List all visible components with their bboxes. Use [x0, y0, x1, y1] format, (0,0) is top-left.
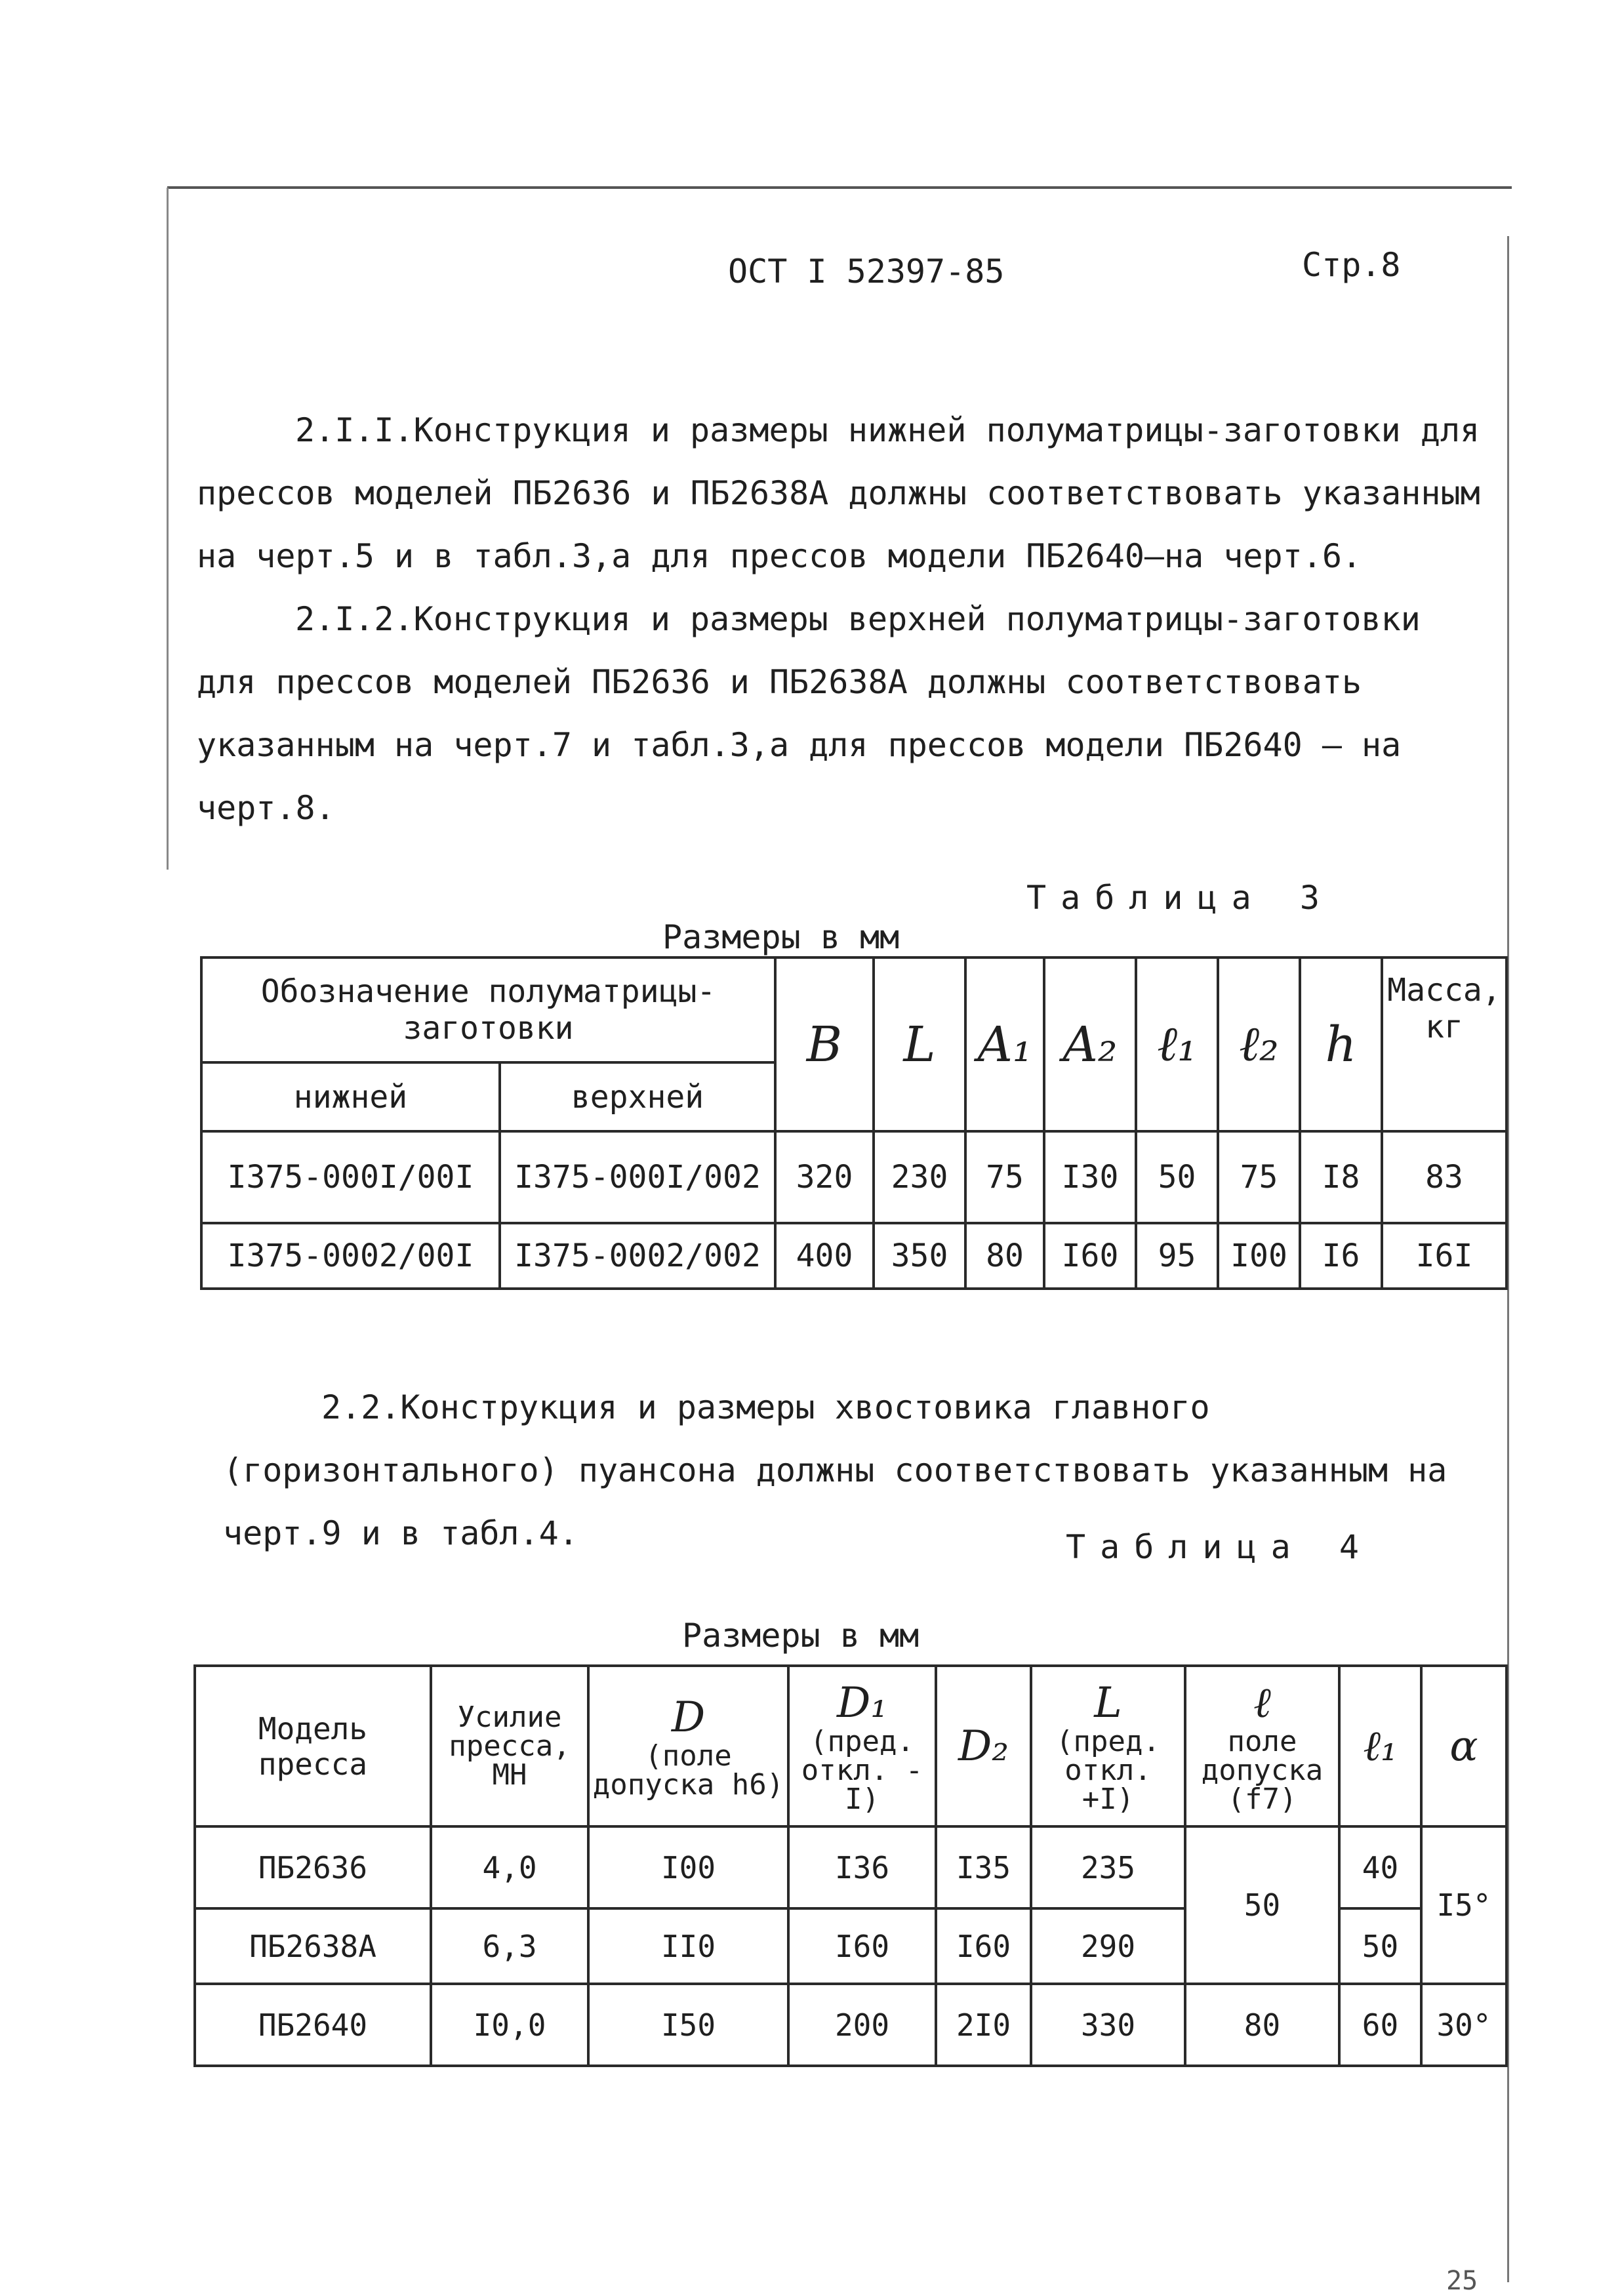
table4-cell-L: 330 — [1031, 1984, 1185, 2066]
table3-header-l2: ℓ₂ — [1218, 957, 1300, 1131]
table4-header-L — [1031, 1666, 1185, 1826]
table-4 — [193, 1664, 1508, 2067]
table3-header-upper: верхней — [500, 1062, 775, 1131]
table-row — [195, 1826, 1507, 1908]
table3-cell: I375-000I/00I — [201, 1131, 500, 1223]
table3-cell: 75 — [1218, 1131, 1300, 1223]
table4-cell-D1: I60 — [788, 1908, 936, 1984]
table4-cell-model: ПБ2638А — [195, 1908, 431, 1984]
table3-cell: 80 — [965, 1223, 1044, 1289]
table4-cell-D2: I60 — [936, 1908, 1031, 1984]
table4-header-D1-note: (пред. откл. -I) — [801, 1724, 923, 1816]
table3-caption: Таблица 3 — [1026, 879, 1334, 917]
table-3 — [200, 956, 1508, 1290]
table4-header-l-note: поле допуска (f7) — [1201, 1724, 1324, 1816]
table4-header-D2: D₂ — [936, 1666, 1031, 1826]
table3-cell: I375-000I/002 — [500, 1131, 775, 1223]
table3-header-A2: A₂ — [1044, 957, 1136, 1131]
table-row — [195, 1984, 1507, 2066]
table4-cell-l: 80 — [1185, 1984, 1339, 2066]
table3-header-A1: A₁ — [965, 957, 1044, 1131]
frame-top-line — [167, 186, 1512, 189]
table4-caption: Таблица 4 — [1066, 1528, 1373, 1566]
table3-header-h: h — [1300, 957, 1382, 1131]
table4-cell-L: 235 — [1031, 1826, 1185, 1908]
table3-header-l1: ℓ₁ — [1136, 957, 1218, 1131]
paragraph-2-1-1: 2.I.I.Конструкция и размеры нижней полуматрицы-заготовки для прессов моделей ПБ2636 и ПБ2638А должны соответствовать указанным на черт.5 и в табл.3,а для прессов модели ПБ2640–на черт.6. — [197, 411, 1480, 575]
table4-cell-D: I00 — [588, 1826, 788, 1908]
table4-header-force: Усилие пресса, МН — [431, 1666, 588, 1826]
table4-header-D-symbol: D — [671, 1693, 706, 1742]
paragraph-2-1-2: 2.I.2.Конструкция и размеры верхней полуматрицы-заготовки для прессов моделей ПБ2636 и ПБ2638А должны соответствовать указанным на черт.7 и табл.3,а для прессов модели ПБ2640 – на черт.8. — [197, 600, 1421, 827]
table4-cell-force: I0,0 — [431, 1984, 588, 2066]
table3-header-L: L — [874, 957, 965, 1131]
table4-cell-l1: 50 — [1339, 1908, 1421, 1984]
page-label: Стр.8 — [1302, 246, 1401, 284]
table3-cell: 400 — [775, 1223, 874, 1289]
table3-units: Размеры в мм — [662, 918, 900, 956]
table3-header-lower: нижней — [201, 1062, 500, 1131]
table4-cell-model: ПБ2640 — [195, 1984, 431, 2066]
table4-header-D1 — [788, 1666, 936, 1826]
table3-cell: I60 — [1044, 1223, 1136, 1289]
table4-header-model: Модель пресса — [195, 1666, 431, 1826]
table4-cell-model: ПБ2636 — [195, 1826, 431, 1908]
table3-cell: I375-0002/002 — [500, 1223, 775, 1289]
table3-cell: I8 — [1300, 1131, 1382, 1223]
table4-header-L-symbol: L — [1094, 1678, 1122, 1727]
table4-cell-l1: 40 — [1339, 1826, 1421, 1908]
table4-cell-L: 290 — [1031, 1908, 1185, 1984]
table3-cell: I00 — [1218, 1223, 1300, 1289]
paragraph-2-2: 2.2.Конструкция и размеры хвостовика главного (горизонтального) пуансона должны соответствовать указанным на черт.9 и в табл.4. — [223, 1388, 1447, 1552]
frame-left-line — [167, 188, 169, 870]
table4-cell-alpha-merged: I5° — [1421, 1826, 1507, 1984]
table3-cell: 83 — [1382, 1131, 1507, 1223]
table-row — [201, 1131, 1507, 1223]
table4-cell-D2: 2I0 — [936, 1984, 1031, 2066]
table3-cell: I6I — [1382, 1223, 1507, 1289]
table4-header-D-note: (поле допуска h6) — [592, 1739, 784, 1802]
table4-header-D1-symbol: D₁ — [837, 1678, 887, 1727]
table4-header-L-note: (пред. откл. +I) — [1056, 1724, 1160, 1816]
table3-cell: 230 — [874, 1131, 965, 1223]
table3-cell: I30 — [1044, 1131, 1136, 1223]
paragraph-block-1 — [197, 399, 1482, 839]
table4-cell-D1: 200 — [788, 1984, 936, 2066]
table4-header-l-symbol: ℓ — [1253, 1678, 1271, 1727]
table3-header-designation: Обозначение полуматрицы-заготовки — [201, 957, 775, 1062]
standard-number: ОСТ I 52397-85 — [728, 252, 1005, 291]
page-number: 25 — [1446, 2266, 1478, 2296]
table4-units: Размеры в мм — [682, 1617, 920, 1655]
table3-cell: 350 — [874, 1223, 965, 1289]
table3-cell: 75 — [965, 1131, 1044, 1223]
table4-cell-D: I50 — [588, 1984, 788, 2066]
table4-cell-force: 4,0 — [431, 1826, 588, 1908]
table3-cell: I6 — [1300, 1223, 1382, 1289]
table4-cell-alpha: 30° — [1421, 1984, 1507, 2066]
table4-cell-l1: 60 — [1339, 1984, 1421, 2066]
table3-cell: 95 — [1136, 1223, 1218, 1289]
table4-header-D — [588, 1666, 788, 1826]
table4-cell-force: 6,3 — [431, 1908, 588, 1984]
table4-header-l1: ℓ₁ — [1339, 1666, 1421, 1826]
table3-cell: I375-0002/00I — [201, 1223, 500, 1289]
table4-header-l — [1185, 1666, 1339, 1826]
table3-cell: 50 — [1136, 1131, 1218, 1223]
table3-header-mass: Масса, кг — [1382, 957, 1507, 1131]
table3-header-B: B — [775, 957, 874, 1131]
table4-header-alpha: α — [1421, 1666, 1507, 1826]
table4-cell-l-merged: 50 — [1185, 1826, 1339, 1984]
table4-cell-D1: I36 — [788, 1826, 936, 1908]
table-row — [201, 1223, 1507, 1289]
table4-cell-D2: I35 — [936, 1826, 1031, 1908]
table3-cell: 320 — [775, 1131, 874, 1223]
table4-cell-D: II0 — [588, 1908, 788, 1984]
